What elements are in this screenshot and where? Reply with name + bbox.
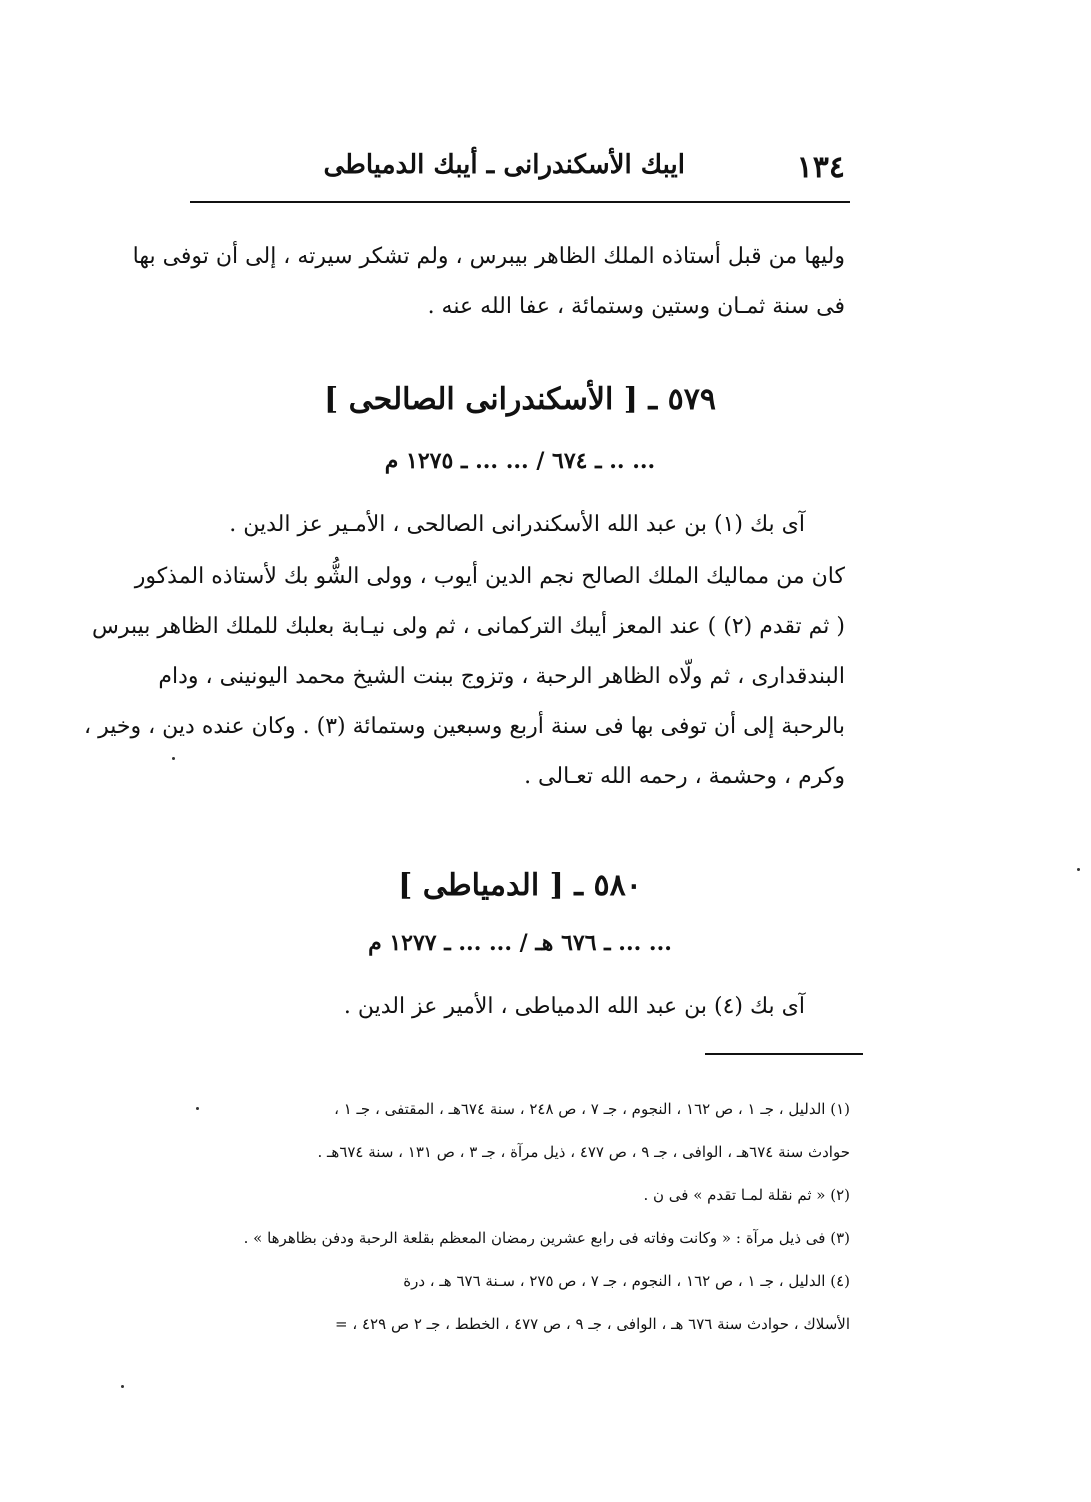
entry-name-line (200, 500, 845, 550)
scan-speck (172, 757, 175, 760)
intro-paragraph (132, 232, 845, 332)
footnote-line: حوادث سنة ٦٧٤هـ ، الوافى ، جـ ٩ ، ص ٤٧٧ ، ذيل مرآة ، جـ ٣ ، ص ١٣١ ، سنة ٦٧٤هـ . (317, 1143, 850, 1161)
scan-speck (196, 1107, 199, 1110)
body-line: البندقدارى ، ثم ولّاه الظاهر الرحبة ، وتزوج ببنت الشيخ محمد اليونينى ، ودام (158, 664, 845, 689)
entry-dates: ... .. ـ ٦٧٤ / ... ... ـ ١٢٧٥ م (384, 448, 656, 474)
intro-line: وليها من قبل أستاذه الملك الظاهر بيبرس ، ولم تشكر سيرته ، إلى أن توفى بها (132, 244, 845, 269)
page-header (195, 146, 845, 190)
entry-heading: ٥٧٩ ـ [ الأسكندرانى الصالحى ] (323, 382, 716, 417)
name-line: آى بك (١) بن عبد الله الأسكندرانى الصالحى ، الأمـير عز الدين . (229, 512, 805, 537)
intro-line: فى سنة ثمـان وستين وستمائة ، عفا الله عنه . (427, 294, 845, 319)
body-line: كان من مماليك الملك الصالح نجم الدين أيوب ، وولى الشُّو بك لأستاذه المذكور (134, 564, 845, 589)
body-line: بالرحبة إلى أن توفى بها فى سنة أربع وسبعين وستمائة (٣) . وكان عنده دين ، وخير ، (84, 714, 845, 739)
scan-speck (1077, 868, 1080, 871)
entry-dates: ... ... ـ ٦٧٦ هـ / ... ... ـ ١٢٧٧ م (368, 930, 672, 956)
header-rule (190, 201, 850, 203)
footnote-line: (٣) فى ذيل مرآة : « وكانت وفاته فى رابع عشرين رمضان المعظم بقلعة الرحبة ودفن بظاهرها » . (243, 1229, 850, 1247)
footnote-line: (٤) الدليل ، جـ ١ ، ص ١٦٢ ، النجوم ، جـ ٧ ، ص ٢٧٥ ، سـنة ٦٧٦ هـ ، درة (403, 1272, 850, 1290)
body-line: ( ثم تقدم (٢) ) عند المعز أيبك التركمانى ، ثم ولى نيـابة بعلبك للملك الظاهر بيبرس (92, 614, 845, 639)
name-line: آى بك (٤) بن عبد الله الدمياطى ، الأمير عز الدين . (343, 994, 805, 1019)
entry-name-line (200, 982, 845, 1032)
footnote-line: (٢) « ثم نقلة لمـا تقدم » فى ن . (643, 1186, 850, 1204)
page-number: ١٣٤ (796, 150, 845, 185)
footnote-line: (١) الدليل ، جـ ١ ، ص ١٦٢ ، النجوم ، جـ ٧ ، ص ٢٤٨ ، سنة ٦٧٤هـ ، المقتفى ، جـ ١ ، (334, 1100, 850, 1118)
scan-speck (121, 1385, 124, 1388)
entry-heading: ٥٨٠ ـ [ الدمياطى ] (398, 868, 642, 903)
entry-body (84, 552, 845, 802)
footnotes (190, 1088, 850, 1346)
footnote-rule (705, 1053, 863, 1055)
running-title: ايبك الأسكندرانى ـ أيبك الدمياطى (323, 150, 685, 180)
body-line: وكرم ، وحشمة ، رحمه الله تعـالى . (524, 764, 845, 789)
footnote-line: الأسلاك ، حوادث سنة ٦٧٦ هـ ، الوافى ، جـ ٩ ، ص ٤٧٧ ، الخطط ، جـ ٢ ص ٤٢٩ ، = (335, 1315, 850, 1333)
